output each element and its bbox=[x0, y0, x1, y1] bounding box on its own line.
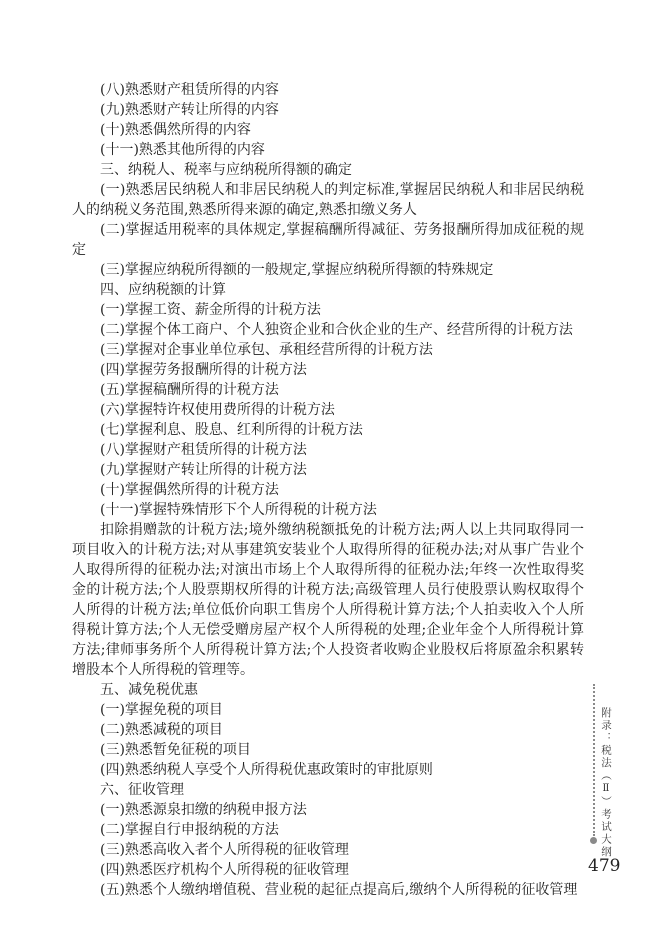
syllabus-line: (十一)掌握特殊情形下个人所得税的计税方法 bbox=[100, 502, 377, 518]
syllabus-text-block bbox=[72, 80, 584, 900]
syllabus-line: (四)熟悉纳税人享受个人所得税优惠政策时的审批原则 bbox=[100, 762, 433, 778]
syllabus-line: (二)掌握适用税率的具体规定,掌握稿酬所得减征、劳务报酬所得加成征税的规定 bbox=[72, 222, 584, 258]
syllabus-line: 五、减免税优惠 bbox=[100, 682, 198, 698]
syllabus-line: 三、纳税人、税率与应纳税所得额的确定 bbox=[100, 162, 352, 178]
syllabus-line: (九)掌握财产转让所得的计税方法 bbox=[100, 462, 307, 478]
syllabus-line: (三)掌握对企事业单位承包、承租经营所得的计税方法 bbox=[100, 342, 433, 358]
syllabus-line: (四)掌握劳务报酬所得的计税方法 bbox=[100, 362, 307, 378]
syllabus-line: (八)掌握财产租赁所得的计税方法 bbox=[100, 442, 307, 458]
page-number: 479 bbox=[588, 856, 621, 876]
margin-dot-ornament bbox=[590, 837, 597, 844]
syllabus-line: (六)掌握特许权使用费所得的计税方法 bbox=[100, 402, 335, 418]
syllabus-line: (三)熟悉暂免征税的项目 bbox=[100, 742, 251, 758]
margin-dotted-rule bbox=[593, 684, 595, 836]
syllabus-line: (七)掌握利息、股息、红利所得的计税方法 bbox=[100, 422, 363, 438]
syllabus-line: (九)熟悉财产转让所得的内容 bbox=[100, 102, 279, 118]
syllabus-line: (十一)熟悉其他所得的内容 bbox=[100, 142, 265, 158]
syllabus-line: (一)掌握免税的项目 bbox=[100, 702, 223, 718]
syllabus-line: (一)熟悉居民纳税人和非居民纳税人的判定标准,掌握居民纳税人和非居民纳税人的纳税义务范围,熟悉所得来源的确定,熟悉扣缴义务人 bbox=[72, 182, 584, 218]
syllabus-line: (三)熟悉高收入者个人所得税的征收管理 bbox=[100, 842, 349, 858]
syllabus-line: (二)掌握自行申报纳税的方法 bbox=[100, 822, 279, 838]
syllabus-line: 六、征收管理 bbox=[100, 782, 184, 798]
syllabus-line: (一)掌握工资、薪金所得的计税方法 bbox=[100, 302, 321, 318]
syllabus-line: 扣除捐赠款的计税方法;境外缴纳税额抵免的计税方法;两人以上共同取得同一项目收入的计税方法;对从事建筑安装业个人取得所得的征税办法;对从事广告业个人取得所得的征税办法;对演出市场上个人取得所得的征税办法;年终一次性取得奖金的计税方法;个人股票期权所得的计税方法;高级管理人员行使股票认购权取得个人所得的计税方法;单位低价向职工售房个人所得税计算方法;个人拍卖收入个人所得税计算方法;个人无偿受赠房屋产权个人所得税的处理;企业年金个人所得税计算方法;律师事务所个人所得税计算方法;个人投资者收购企业股权后将原盈余积累转增股本个人所得税的管理等。 bbox=[72, 522, 584, 678]
syllabus-line: (四)熟悉医疗机构个人所得税的征收管理 bbox=[100, 862, 349, 878]
appendix-margin-label: 附录：税法（Ⅱ）考试大纲 bbox=[600, 707, 612, 859]
syllabus-line: (二)掌握个体工商户、个人独资企业和合伙企业的生产、经营所得的计税方法 bbox=[100, 322, 573, 338]
syllabus-line: (十)熟悉偶然所得的内容 bbox=[100, 122, 251, 138]
syllabus-line: (八)熟悉财产租赁所得的内容 bbox=[100, 82, 279, 98]
syllabus-line: (一)熟悉源泉扣缴的纳税申报方法 bbox=[100, 802, 307, 818]
syllabus-line: (三)掌握应纳税所得额的一般规定,掌握应纳税所得额的特殊规定 bbox=[100, 262, 494, 278]
syllabus-line: (五)熟悉个人缴纳增值税、营业税的起征点提高后,缴纳个人所得税的征收管理 bbox=[100, 882, 578, 898]
syllabus-line: (二)熟悉减税的项目 bbox=[100, 722, 223, 738]
syllabus-line: (五)掌握稿酬所得的计税方法 bbox=[100, 382, 279, 398]
syllabus-line: 四、应纳税额的计算 bbox=[100, 282, 226, 298]
syllabus-line: (十)掌握偶然所得的计税方法 bbox=[100, 482, 279, 498]
